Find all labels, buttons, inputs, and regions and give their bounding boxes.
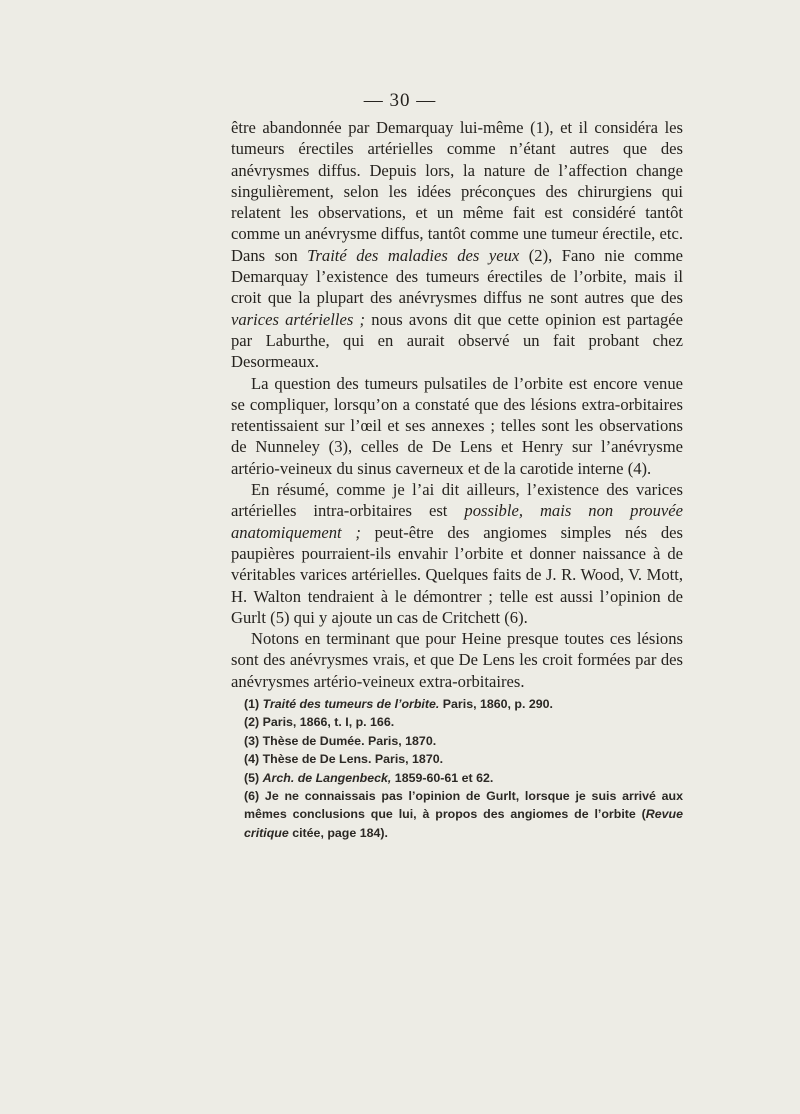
italic-text: Arch. de Langenbeck, <box>262 770 392 785</box>
italic-text: Traité des maladies des yeux <box>307 245 520 265</box>
footnote-4 <box>231 750 683 768</box>
footnote-5 <box>231 769 683 787</box>
footnote-number: (5) <box>244 770 263 785</box>
footnote-number: (2) <box>244 715 263 730</box>
text-run: nous avons dit que cette opinion est partagée par Laburthe, qui en aurait observé un fait probant chez Desormeaux. <box>231 309 684 372</box>
italic-text: Revue critique <box>244 807 683 840</box>
text-run: 1859-60-61 et 62. <box>391 770 494 785</box>
footnote-6 <box>231 787 683 842</box>
text-run: Thèse de De Lens. Paris, 1870. <box>262 752 444 767</box>
footnote-1 <box>231 695 683 713</box>
text-run: En résumé, comme je l’ai dit ailleurs, l’existence des varices artérielles intra-orbitaires est <box>231 480 683 521</box>
paragraph-1 <box>231 117 683 373</box>
paragraph-2 <box>231 373 683 479</box>
text-run: peut-être des angiomes simples nés des paupières pourraient-ils envahir l’orbite et donner naissance à de véritables varices artérielles. Quelques faits de J. R. Wood, V. Mott, H. Walton tendraient à le démontrer ; telle est aussi l’opinion de Gurlt (5) qui y ajoute un cas de Critchett (6). <box>231 522 684 627</box>
footnote-3 <box>231 732 683 750</box>
footnote-number: (1) <box>244 697 263 711</box>
paragraph-3 <box>231 479 683 628</box>
text-run: Thèse de Dumée. Paris, 1870. <box>262 733 437 748</box>
body-text <box>231 117 683 692</box>
italic-text: varices artérielles ; <box>231 309 366 329</box>
footnote-number: (4) <box>244 752 263 767</box>
footnote-2 <box>231 713 683 731</box>
footnote-number: (6) <box>244 789 265 804</box>
text-run: citée, page 184). <box>288 825 388 840</box>
paragraph-4 <box>231 628 683 692</box>
italic-text: Traité des tumeurs de l’orbite. <box>262 697 440 711</box>
text-run: Notons en terminant que pour Heine presque toutes ces lésions sont des anévrysmes vrais, et que De Lens les croit formées par des anévrysmes artério-veineux extra-orbitaires. <box>231 629 683 691</box>
text-run: (2), Fano nie comme Demarquay l’existence des tumeurs érectiles de l’orbite, mais il croit que la plupart des anévrysmes diffus ne sont autres que des <box>231 245 683 308</box>
text-run: Je ne connaissais pas l’opinion de Gurlt, lorsque je suis arrivé aux mêmes conclusions que lui, à propos des angiomes de l’orbite ( <box>244 789 683 822</box>
text-run: La question des tumeurs pulsatiles de l’orbite est encore venue se compliquer, lorsqu’on a constaté que des lésions extra-orbitaires retentissaient sur l’œil et ses annexes ; telles sont les observations de Nunneley (3), celles de De Lens et Henry sur l’anévrysme artério-veineux du sinus caverneux et de la carotide interne (4). <box>231 373 683 478</box>
text-run: être abandonnée par Demarquay lui-même (1), et il considéra les tumeurs érectiles artérielles comme n’étant autres que des anévrysmes diffus. Depuis lors, la nature de l’affection change singulièrement, selon les idées préconçues des chirurgiens qui relatent les observations, et un même fait est considéré tantôt comme un anévrysme diffus, tantôt comme une tumeur érectile, etc. Dans son <box>231 118 683 265</box>
footnotes <box>231 695 683 842</box>
text-run: Paris, 1860, p. 290. <box>439 697 553 711</box>
page-number: — 30 — <box>363 90 437 111</box>
footnote-number: (3) <box>244 733 263 748</box>
text-run: Paris, 1866, t. I, p. 166. <box>262 715 395 730</box>
italic-text: possible, mais non prouvée anatomiquement ; <box>231 501 683 542</box>
